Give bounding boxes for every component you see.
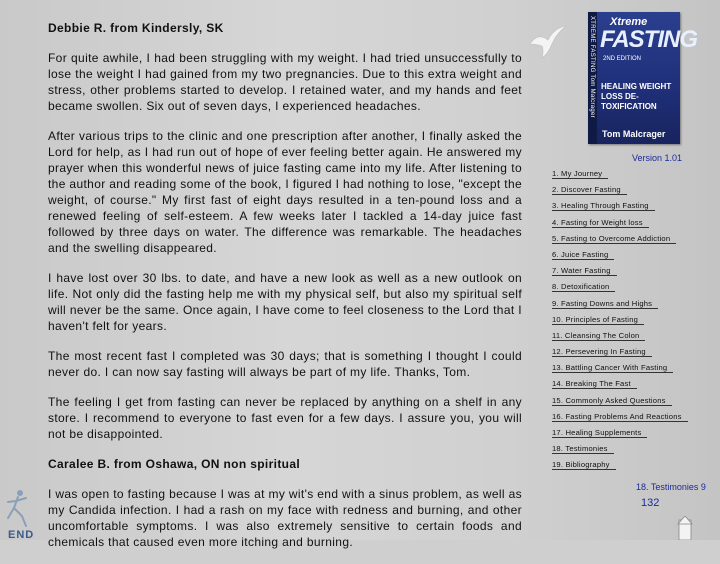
page-number: 132 [641,497,660,509]
toc-link-problems-reactions[interactable]: 16. Fasting Problems And Reactions [552,410,718,426]
section-label: 18. Testimonies 9 [636,482,706,492]
runner-figure-icon [4,488,34,528]
paragraph: I have lost over 30 lbs. to date, and have a new look as well as a new outlook on life. Not only did the fasting help me with my physical self, but also my spiritual self will never be the same. Once again, I have come to feel closeness to the Lord that I haven't felt for years. [48,271,522,333]
back-to-top-icon[interactable] [676,516,694,540]
toc-link-healing-supplements[interactable]: 17. Healing Supplements [552,426,718,442]
toc-link-juice-fasting[interactable]: 6. Juice Fasting [552,248,718,264]
toc-link-breaking-fast[interactable]: 14. Breaking The Fast [552,377,718,393]
paragraph: For quite awhile, I had been struggling with my weight. I had tried unsuccessfully to lose the weight I had gained from my two pregnancies. Due to this extra weight and stress, other problems started to develop. I retained water, and my hands and feet became swollen. Six out of seven days, I experienced headaches. [48,51,522,113]
toc-link-my-journey[interactable]: 1. My Journey [552,167,718,183]
main-text-column [48,20,522,564]
toc-link-questions[interactable]: 15. Commonly Asked Questions [552,394,718,410]
testimony-heading-caralee: Caralee B. from Oshawa, ON non spiritual [48,457,301,471]
paragraph: The most recent fast I completed was 30 days; that is something I thought I could never do. I can now say fasting will always be part of my life. Thanks, Tom. [48,349,522,379]
toc-link-cleansing-colon[interactable]: 11. Cleansing The Colon [552,329,718,345]
toc-link-detoxification[interactable]: 8. Detoxification [552,280,718,296]
toc-link-overcome-addiction[interactable]: 5. Fasting to Overcome Addiction [552,232,718,248]
toc-link-healing-through-fasting[interactable]: 3. Healing Through Fasting [552,199,718,215]
table-of-contents [552,167,718,475]
version-label: Version 1.01 [632,153,683,163]
toc-link-discover-fasting[interactable]: 2. Discover Fasting [552,183,718,199]
book-edition: 2ND EDITION [603,56,642,62]
book-spine-text: XTREME FASTING Tom Malcrager [589,16,595,118]
seagull-icon [528,24,568,60]
paragraph: After various trips to the clinic and one prescription after another, I finally asked the Lord for help, as I had run out of hope of ever feeling better again. He answered my prayer when this wonderful news of juice fasting came into my life. After listening to the author and reading some of the book, I figured I had nothing to lose, "except the weight, of course." My first fast of eight days resulted in a ten-pound loss and a renewed feeling of self-esteem. A few weeks later I tackled a 14-day juice fast followed by three days on water. The difference was remarkable. The headaches and the swelling disappeared. [48,129,522,255]
paragraph: The feeling I get from fasting can never be replaced by anything on a shelf in any store. I recommend to everyone to fast even for a few days. I assure you, you will not be disappointed. [48,395,522,441]
book-title-main: FASTING [600,26,698,53]
toc-link-water-fasting[interactable]: 7. Water Fasting [552,264,718,280]
book-author: Tom Malcrager [602,129,666,139]
end-button[interactable]: END [8,529,35,541]
toc-link-weight-loss[interactable]: 4. Fasting for Weight loss [552,216,718,232]
toc-link-bibliography[interactable]: 19. Bibliography [552,458,718,474]
toc-link-persevering[interactable]: 12. Persevering In Fasting [552,345,718,361]
toc-link-testimonies[interactable]: 18. Testimonies [552,442,718,458]
book-cover[interactable] [588,12,698,144]
testimony-heading-debbie: Debbie R. from Kindersly, SK [48,21,224,35]
book-title-top: Xtreme [610,16,648,28]
toc-link-principles[interactable]: 10. Principles of Fasting [552,313,718,329]
paragraph: I was open to fasting because I was at my wit's end with a sinus problem, as well as my Candida infection. I had a rash on my face with redness and burning, and other uncomfortable symptoms. I was also extremely sensitive to certain foods and chemicals that caused even more itching and burning. [48,487,522,549]
toc-link-downs-and-highs[interactable]: 9. Fasting Downs and Highs [552,297,718,313]
toc-link-battling-cancer[interactable]: 13. Battling Cancer With Fasting [552,361,718,377]
book-subtitle: HEALING WEIGHT LOSS DE-TOXIFICATION [601,82,672,111]
